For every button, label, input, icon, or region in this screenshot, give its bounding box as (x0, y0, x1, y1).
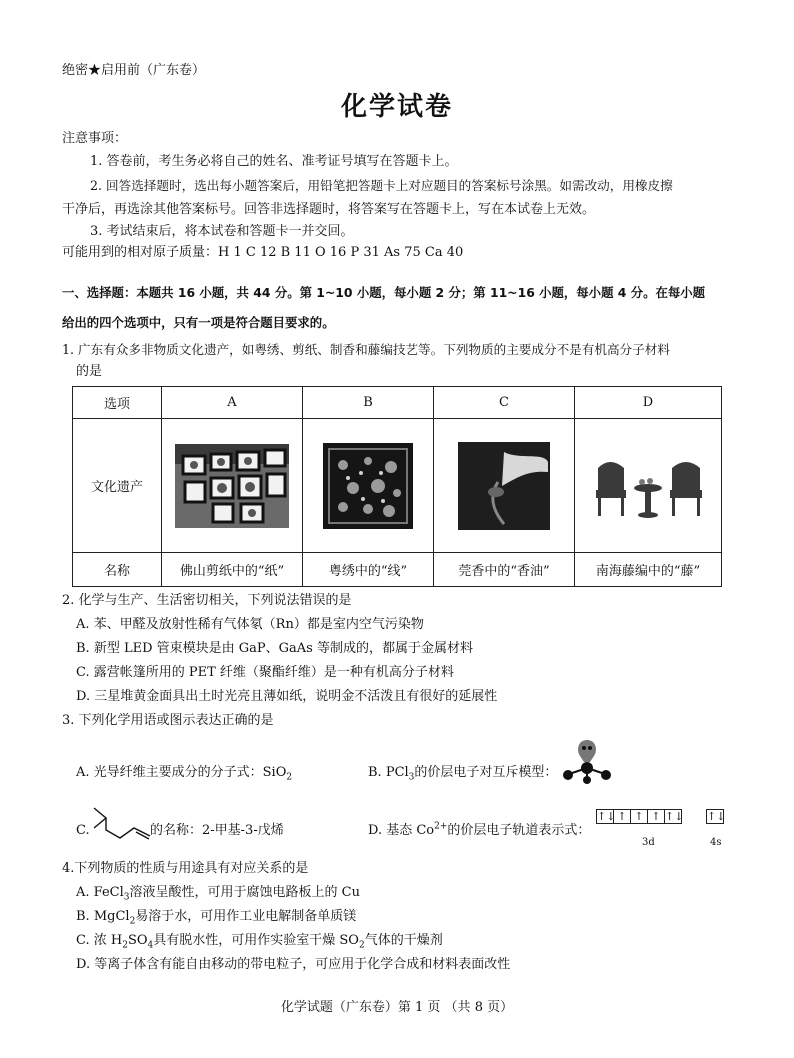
q4-stem: 4.下列物质的性质与用途具有对应关系的是 (62, 861, 309, 876)
q1-stem-cont: 的是 (76, 364, 103, 379)
q3-option-c-prefix: C. (76, 823, 90, 838)
notice-heading: 注意事项： (62, 131, 128, 146)
notice-item-1: 1. 答卷前，考生务必将自己的姓名、准考证号填写在答题卡上。 (90, 154, 458, 169)
q3-option-a: A. 光导纤维主要成分的分子式：SiO$_2$ (76, 765, 293, 783)
paper-cutting-image (175, 444, 289, 528)
incense-oil-image (458, 442, 550, 530)
q2-stem: 2. 化学与生产、生活密切相关，下列说法错误的是 (62, 593, 352, 608)
heritage-table (72, 386, 722, 587)
skeletal-formula-icon (92, 804, 154, 840)
rattan-furniture-image (588, 448, 708, 524)
row-label-name: 名称 (73, 553, 162, 587)
q4-option-a: A. FeCl$_3$溶液呈酸性，可用于腐蚀电路板上的 Cu (76, 885, 360, 903)
notice-item-3: 3. 考试结束后，将本试卷和答题卡一并交回。 (90, 224, 354, 239)
orbital-3d-label: 3d (642, 837, 655, 848)
q2-option-c: C. 露营帐篷所用的 PET 纤维（聚酯纤维）是一种有机高分子材料 (76, 665, 454, 680)
page-title: 化学试卷 (340, 92, 453, 122)
q3-option-b: B. PCl$_3$的价层电子对互斥模型： (368, 765, 558, 783)
option-b-header: B (303, 387, 434, 419)
name-b: 粤绣中的“线” (303, 553, 434, 587)
q2-option-a: A. 苯、甲醛及放射性稀有气体氡（Rn）都是室内空气污染物 (76, 617, 424, 632)
orbital-3d-box: ↑↓ ↑ ↑ ↑ ↑↓ (597, 810, 684, 823)
image-cell-c (434, 419, 575, 553)
q4-option-d: D. 等离子体含有能自由移动的带电粒子，可应用于化学合成和材料表面改性 (76, 957, 511, 972)
q2-option-b: B. 新型 LED 管束模块是由 GaP、GaAs 等制成的，都属于金属材料 (76, 641, 473, 656)
q2-option-d: D. 三星堆黄金面具出土时光亮且薄如纸，说明金不活泼且有很好的延展性 (76, 689, 498, 704)
vsepr-model-icon (560, 738, 614, 784)
row-label-heritage: 文化遗产 (73, 419, 162, 553)
orbital-4s-box: ↑↓ (707, 810, 726, 823)
q4-option-b: B. MgCl$_2$易溶于水，可用作工业电解制备单质镁 (76, 909, 357, 927)
name-d: 南海藤编中的“藤” (575, 553, 722, 587)
name-a: 佛山剪纸中的“纸” (162, 553, 303, 587)
confidential-label: 绝密★启用前（广东卷） (62, 63, 206, 78)
image-cell-b (303, 419, 434, 553)
image-cell-a (162, 419, 303, 553)
notice-item-2: 2. 回答选择题时，选出每小题答案后，用铅笔把答题卡上对应题目的答案标号涂黑。如需改动，用橡皮擦 (90, 178, 673, 193)
embroidery-image (323, 443, 413, 529)
page-footer: 化学试题（广东卷）第 1 页 （共 8 页） (280, 1000, 514, 1015)
q1-stem: 1. 广东有众多非物质文化遗产，如粤绣、剪纸、制香和藤编技艺等。下列物质的主要成分不是有机高分子材料 (62, 342, 670, 357)
orbital-4s-label: 4s (710, 837, 722, 848)
row-label-option: 选项 (73, 387, 162, 419)
section-heading: 一、选择题：本题共 16 小题，共 44 分。第 1~10 小题，每小题 2 分；第 11~16 小题，每小题 4 分。在每小题 (62, 285, 706, 300)
q3-option-c: 的名称：2-甲基-3-戊烯 (150, 823, 284, 838)
name-c: 莞香中的“香油” (434, 553, 575, 587)
option-c-header: C (434, 387, 575, 419)
q3-stem: 3. 下列化学用语或图示表达正确的是 (62, 713, 274, 728)
atomic-masses: 可能用到的相对原子质量：H 1 C 12 B 11 O 16 P 31 As 75 Ca 40 (62, 245, 464, 260)
notice-item-2-cont: 干净后，再选涂其他答案标号。回答非选择题时，将答案写在答题卡上，写在本试卷上无效。 (62, 202, 596, 217)
option-a-header: A (162, 387, 303, 419)
image-cell-d (575, 419, 722, 553)
section-heading-cont: 给出的四个选项中，只有一项是符合题目要求的。 (62, 315, 335, 330)
q3-option-d: D. 基态 $Co^{2+}$的价层电子轨道表示式： (368, 821, 591, 838)
option-d-header: D (575, 387, 722, 419)
q4-option-c: C. 浓 $H_2SO_4$具有脱水性，可用作实验室干燥 $SO_2$气体的干燥剂 (76, 933, 443, 951)
